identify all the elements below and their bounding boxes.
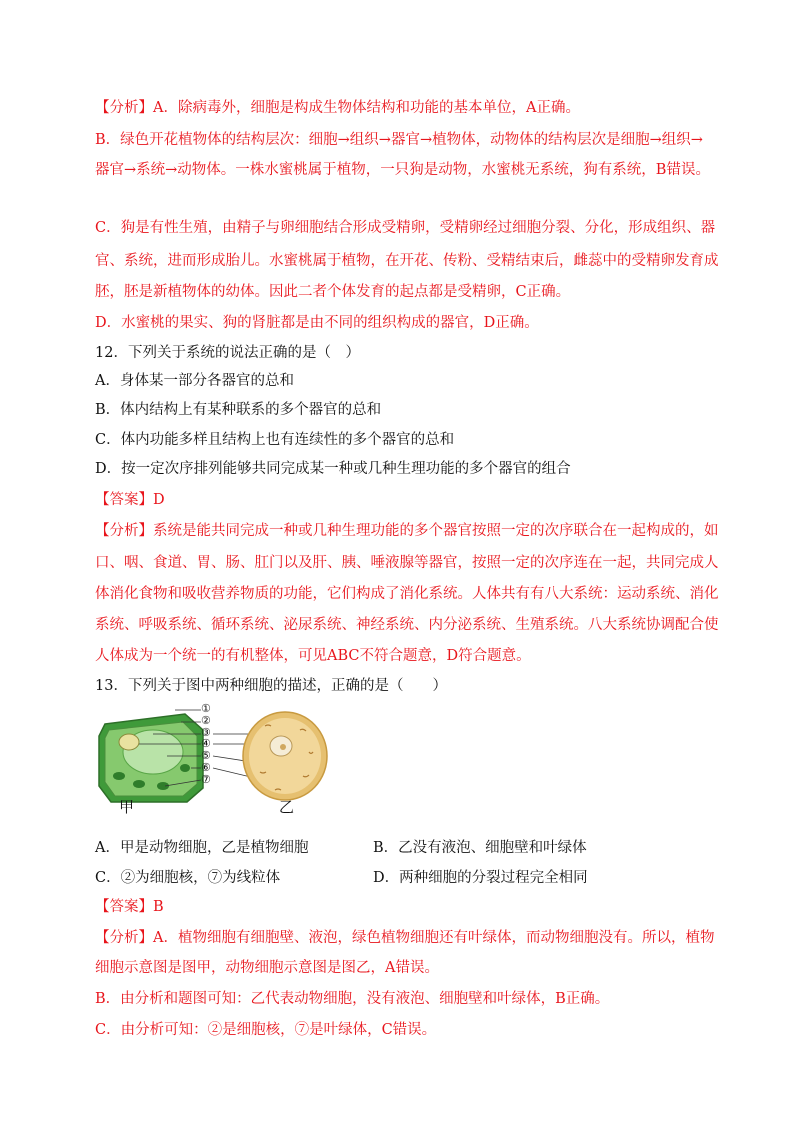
option-b: B．体内结构上有某种联系的多个器官的总和 xyxy=(95,402,382,418)
analysis-line: 细胞示意图是图甲，动物细胞示意图是图乙，A错误。 xyxy=(95,960,439,976)
analysis-line: C．由分析可知：②是细胞核，⑦是叶绿体，C错误。 xyxy=(95,1022,437,1038)
option-c: C．②为细胞核，⑦为线粒体 xyxy=(95,870,281,886)
question-13: 13．下列关于图中两种细胞的描述，正确的是（ ） xyxy=(95,678,447,694)
option-b: B．乙没有液泡、细胞壁和叶绿体 xyxy=(373,840,587,856)
analysis-line: 人体成为一个统一的有机整体，可见ABC不符合题意，D符合题意。 xyxy=(95,648,531,664)
answer-line: 【答案】B xyxy=(95,899,164,915)
cell-figure xyxy=(95,702,355,818)
chloroplast xyxy=(133,780,145,788)
analysis-line: C．狗是有性生殖，由精子与卵细胞结合形成受精卵，受精卵经过细胞分裂、分化，形成组织、器 xyxy=(95,220,716,236)
analysis-line: 【分析】A．植物细胞有细胞壁、液泡，绿色植物细胞还有叶绿体，而动物细胞没有。所以，植物 xyxy=(95,930,715,946)
animal-cytoplasm xyxy=(249,718,321,794)
option-a: A．甲是动物细胞，乙是植物细胞 xyxy=(95,840,309,856)
question-12: 12．下列关于系统的说法正确的是（ ） xyxy=(95,345,360,361)
analysis-line: 官、系统，进而形成胎儿。水蜜桃属于植物，在开花、传粉、受精结束后，雌蕊中的受精卵发育成 xyxy=(95,253,719,269)
nucleus xyxy=(119,734,139,750)
analysis-line: D．水蜜桃的果实、狗的肾脏都是由不同的组织构成的器官，D正确。 xyxy=(95,315,539,331)
analysis-line: B．由分析和题图可知：乙代表动物细胞，没有液泡、细胞壁和叶绿体，B正确。 xyxy=(95,991,610,1007)
label-2: ② xyxy=(201,714,211,727)
chloroplast xyxy=(113,772,125,780)
analysis-line: 系统、呼吸系统、循环系统、泌尿系统、神经系统、内分泌系统、生殖系统。八大系统协调配合使 xyxy=(95,617,719,633)
option-d: D．两种细胞的分裂过程完全相同 xyxy=(373,870,588,886)
label-7: ⑦ xyxy=(201,773,211,786)
analysis-line: 胚，胚是新植物体的幼体。因此二者个体发育的起点都是受精卵，C正确。 xyxy=(95,284,571,300)
answer-line: 【答案】D xyxy=(95,492,165,508)
analysis-line: 器官→系统→动物体。一株水蜜桃属于植物，一只狗是动物，水蜜桃无系统，狗有系统，B错误。 xyxy=(95,162,710,178)
analysis-line: 体消化食物和吸收营养物质的功能，它们构成了消化系统。人体共有有八大系统：运动系统、消化 xyxy=(95,586,719,602)
label-4: ④ xyxy=(201,737,211,750)
caption-jia: 甲 xyxy=(119,798,135,816)
analysis-line: 口、咽、食道、胃、肠、肛门以及肝、胰、唾液腺等器官，按照一定的次序连在一起，共同完成人 xyxy=(95,555,719,571)
analysis-line: 【分析】系统是能共同完成一种或几种生理功能的多个器官按照一定的次序联合在一起构成的，如 xyxy=(95,523,719,539)
chloroplast xyxy=(180,764,190,772)
option-a: A．身体某一部分各器官的总和 xyxy=(95,373,294,389)
analysis-line: B．绿色开花植物体的结构层次：细胞→组织→器官→植物体，动物体的结构层次是细胞→组织→ xyxy=(95,132,703,148)
label-3: ③ xyxy=(201,726,211,739)
label-6: ⑥ xyxy=(201,761,211,774)
option-d: D．按一定次序排列能够共同完成某一种或几种生理功能的多个器官的组合 xyxy=(95,461,571,477)
analysis-line: 【分析】A．除病毒外，细胞是构成生物体结构和功能的基本单位，A正确。 xyxy=(95,100,580,116)
label-1: ① xyxy=(201,702,211,715)
option-c: C．体内功能多样且结构上也有连续性的多个器官的总和 xyxy=(95,432,455,448)
label-5: ⑤ xyxy=(201,749,211,762)
caption-yi: 乙 xyxy=(279,798,295,816)
